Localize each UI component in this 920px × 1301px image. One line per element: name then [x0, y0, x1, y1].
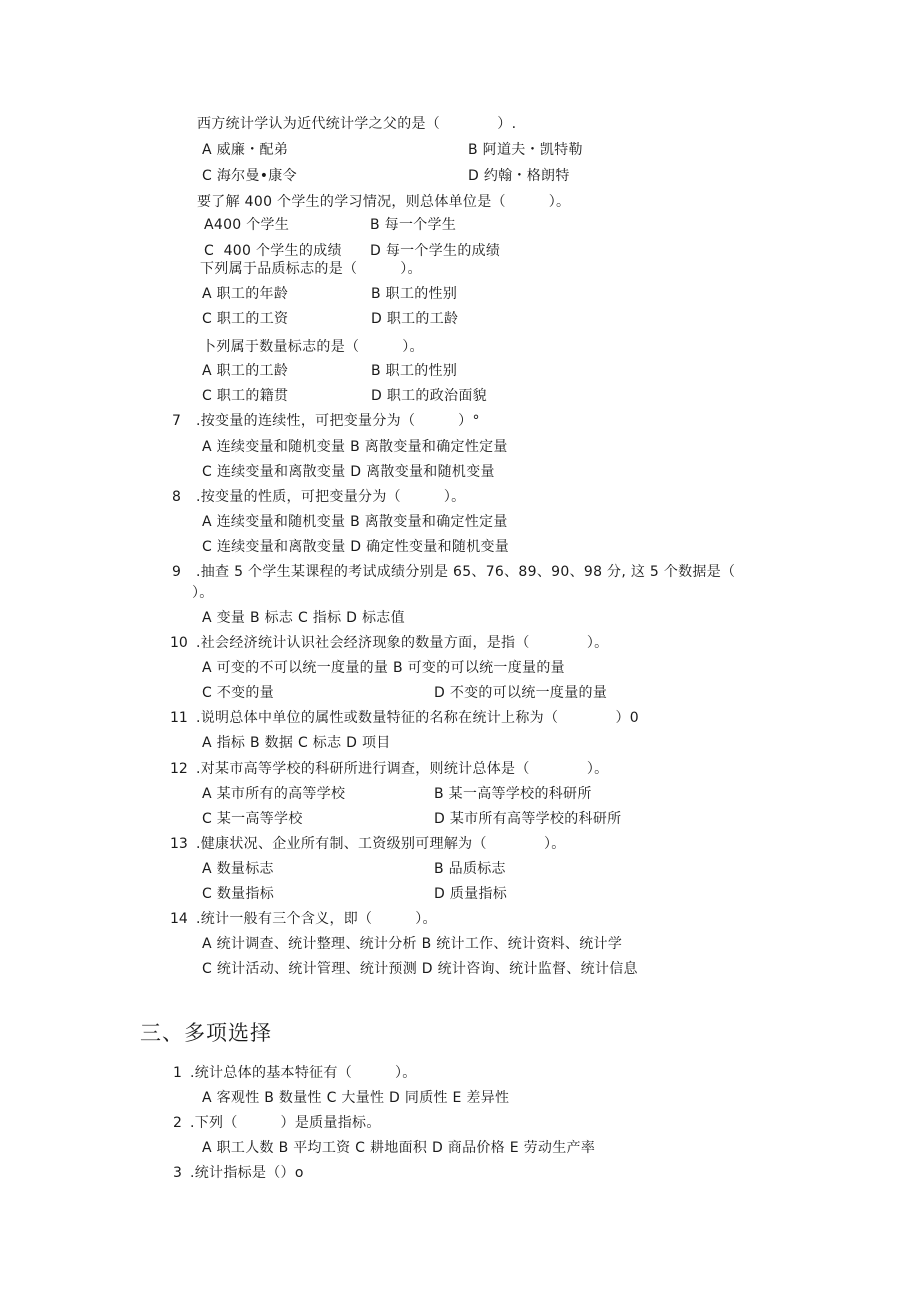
- question-9-line-1: A 变量 B 标志 C 指标 D 标志值: [202, 610, 405, 626]
- question-4-stem: 卜列属于数量标志的是（ ）。: [202, 339, 424, 355]
- question-12-number: 12: [170, 761, 188, 777]
- question-14-line-1: A 统计调查、统计整理、统计分析 B 统计工作、统计资料、统计学: [202, 936, 623, 952]
- question-2-option-d: D 每一个学生的成绩: [370, 243, 501, 259]
- question-12-option-a: A 某市所有的高等学校: [202, 786, 346, 802]
- question-12-option-b: B 某一高等学校的科研所: [434, 786, 592, 802]
- question-7-stem: .按变量的连续性，可把变量分为（ ）°: [196, 413, 480, 429]
- multi-1-stem: .统计总体的基本特征有（ ）。: [190, 1065, 417, 1081]
- multi-2-line-1: A 职工人数 B 平均工资 C 耕地面积 D 商品价格 E 劳动生产率: [202, 1140, 596, 1156]
- question-1-option-c: C 海尔曼•康令: [202, 168, 297, 184]
- question-13-option-a: A 数量标志: [202, 861, 274, 877]
- multi-1-number: 1: [173, 1065, 182, 1081]
- question-8-stem: .按变量的性质，可把变量分为（ ）。: [196, 489, 466, 505]
- question-2-stem: 要了解 400 个学生的学习情况，则总体单位是（ ）。: [197, 194, 571, 210]
- question-4-option-c: C 职工的籍贯: [202, 388, 289, 404]
- question-13-stem: .健康状况、企业所有制、工资级别可理解为（ ）。: [196, 836, 566, 852]
- question-10-line-1: A 可变的不可以统一度量的量 B 可变的可以统一度量的量: [202, 660, 565, 676]
- question-1-stem: 西方统计学认为近代统计学之父的是（ ）.: [197, 116, 517, 132]
- question-11-stem: .说明总体中单位的属性或数量特征的名称在统计上称为（ ）0: [196, 710, 639, 726]
- multi-3-number: 3: [173, 1165, 182, 1181]
- question-8-number: 8: [172, 489, 181, 505]
- question-2-option-a: A400 个学生: [204, 217, 290, 233]
- question-4-option-b: B 职工的性别: [371, 363, 458, 379]
- question-3-option-a: A 职工的年龄: [202, 286, 289, 302]
- question-3-option-d: D 职工的工龄: [371, 311, 459, 327]
- question-12-stem: .对某市高等学校的科研所进行调查，则统计总体是（ ）。: [196, 761, 609, 777]
- question-11-number: 11: [170, 710, 188, 726]
- question-10-stem: .社会经济统计认识社会经济现象的数量方面，是指（ ）。: [196, 635, 609, 651]
- question-3-option-c: C 职工的工资: [202, 311, 289, 327]
- multi-2-stem: .下列（ ）是质量指标。: [190, 1115, 381, 1131]
- question-11-line-1: A 指标 B 数据 C 标志 D 项目: [202, 735, 391, 751]
- question-7-line-1: A 连续变量和随机变量 B 离散变量和确定性定量: [202, 439, 508, 455]
- question-2-option-c: C 400 个学生的成绩: [204, 243, 342, 259]
- question-3-stem: 下列属于品质标志的是（ ）。: [200, 261, 422, 277]
- question-9-stem: .抽查 5 个学生某课程的考试成绩分别是 65、76、89、90、98 分, 这 5 个数据是（: [196, 564, 736, 580]
- question-1-option-a: A 威廉・配弟: [202, 142, 289, 158]
- question-1-option-b: B 阿道夫・凯特勒: [468, 142, 583, 158]
- question-10-option-d: D 不变的可以统一度量的量: [434, 685, 608, 701]
- question-1-option-d: D 约翰・格朗特: [468, 168, 570, 184]
- question-9-number: 9: [172, 564, 181, 580]
- question-12-option-d: D 某市所有高等学校的科研所: [434, 811, 622, 827]
- question-2-option-b: B 每一个学生: [370, 217, 457, 233]
- question-12-option-c: C 某一高等学校: [202, 811, 303, 827]
- question-8-line-2: C 连续变量和离散变量 D 确定性变量和随机变量: [202, 539, 510, 555]
- multi-1-line-1: A 客观性 B 数量性 C 大量性 D 同质性 E 差异性: [202, 1090, 510, 1106]
- question-9-stem-continued: ）。: [192, 585, 214, 601]
- question-14-line-2: C 统计活动、统计管理、统计预测 D 统计咨询、统计监督、统计信息: [202, 961, 638, 977]
- question-14-stem: .统计一般有三个含义，即（ ）。: [196, 911, 437, 927]
- question-14-number: 14: [170, 911, 188, 927]
- question-4-option-d: D 职工的政治面貌: [371, 388, 487, 404]
- question-13-number: 13: [170, 836, 188, 852]
- question-8-line-1: A 连续变量和随机变量 B 离散变量和确定性定量: [202, 514, 508, 530]
- multi-2-number: 2: [173, 1115, 182, 1131]
- question-10-option-c: C 不变的量: [202, 685, 275, 701]
- question-13-option-c: C 数量指标: [202, 886, 275, 902]
- question-4-option-a: A 职工的工龄: [202, 363, 289, 379]
- question-7-number: 7: [172, 413, 181, 429]
- section-heading: 三、多项选择: [140, 1021, 272, 1045]
- multi-3-stem: .统计指标是（）o: [190, 1165, 304, 1181]
- question-13-option-b: B 品质标志: [434, 861, 506, 877]
- question-10-number: 10: [170, 635, 188, 651]
- question-3-option-b: B 职工的性别: [371, 286, 458, 302]
- question-7-line-2: C 连续变量和离散变量 D 离散变量和随机变量: [202, 464, 495, 480]
- question-13-option-d: D 质量指标: [434, 886, 508, 902]
